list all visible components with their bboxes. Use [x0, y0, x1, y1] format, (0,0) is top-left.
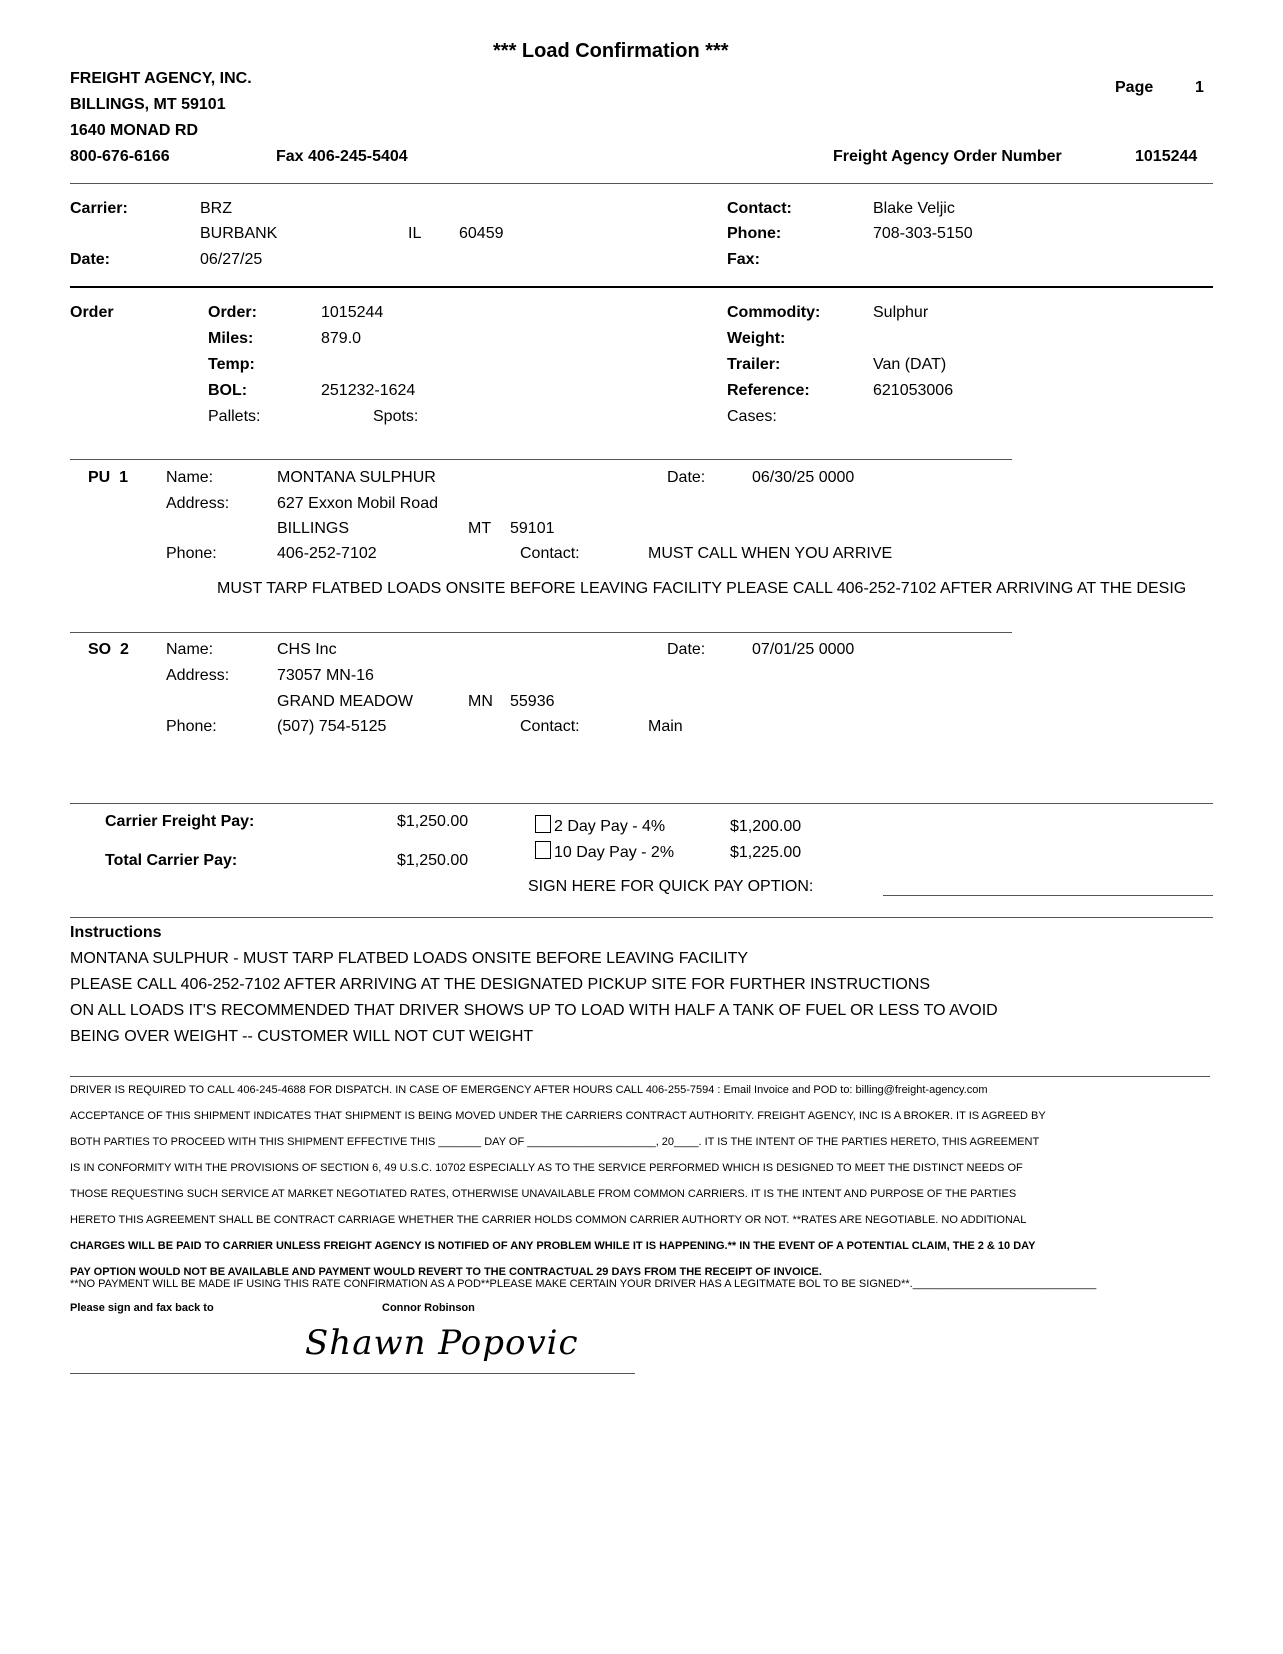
quick-pay-10-day-amount: $1,225.00 [730, 844, 802, 861]
carrier-label: Carrier: [70, 200, 128, 217]
stop-city: GRAND MEADOW [277, 693, 413, 710]
cases-label: Cases: [727, 408, 777, 425]
total-carrier-pay-value: $1,250.00 [397, 852, 469, 869]
quick-pay-10-day-label: 10 Day Pay - 2% [554, 844, 675, 861]
stop-date: 07/01/25 0000 [752, 641, 855, 658]
stop-address-label: Address: [166, 667, 230, 684]
carrier-date-label: Date: [70, 251, 111, 268]
miles-label: Miles: [208, 330, 254, 347]
pallets-label: Pallets: [208, 408, 261, 425]
bol-label: BOL: [208, 382, 248, 399]
terms-line: IS IN CONFORMITY WITH THE PROVISIONS OF SECTION 6, 49 U.S.C. 10702 ESPECIALLY AS TO THE SERVICE PERFORMED WHICH IS DESIGNED TO MEET THE DISTINCT NEEDS OF [70, 1162, 1023, 1174]
page-title: *** Load Confirmation *** [493, 40, 729, 62]
stop-contact: Main [648, 718, 683, 735]
terms-line: BOTH PARTIES TO PROCEED WITH THIS SHIPMENT EFFECTIVE THIS _______ DAY OF _____________________, 20____. IT IS THE INTENT OF THE PARTIES HERETO, THIS AGREEMENT [70, 1136, 1040, 1148]
stop-zip: 55936 [510, 693, 555, 710]
carrier-state: IL [408, 225, 422, 242]
stop-date: 06/30/25 0000 [752, 469, 855, 486]
signature-line[interactable] [70, 1373, 635, 1374]
stop-address: 627 Exxon Mobil Road [277, 495, 438, 512]
phone-value: 708-303-5150 [873, 225, 973, 242]
reference-value: 621053006 [873, 382, 954, 399]
stop-name-label: Name: [166, 641, 214, 658]
pod-warning-line: **NO PAYMENT WILL BE MADE IF USING THIS RATE CONFIRMATION AS A POD**PLEASE MAKE CERTAIN YOUR DRIVER HAS A LEGITMATE BOL TO BE SIGNED**.______________________________ [70, 1278, 1097, 1290]
trailer-value: Van (DAT) [873, 356, 947, 373]
carrier-date: 06/27/25 [200, 251, 263, 268]
stop-phone-label: Phone: [166, 718, 217, 735]
divider [70, 1076, 1210, 1077]
stop-phone-label: Phone: [166, 545, 217, 562]
carrier-freight-pay-value: $1,250.00 [397, 813, 469, 830]
carrier-freight-pay-label: Carrier Freight Pay: [105, 813, 255, 830]
temp-label: Temp: [208, 356, 255, 373]
page-number: 1 [1195, 79, 1204, 96]
stop-date-label: Date: [667, 641, 706, 658]
terms-line: HERETO THIS AGREEMENT SHALL BE CONTRACT CARRIAGE WHETHER THE CARRIER HOLDS COMMON CARRIER AUTHORTY OR NOT. **RATES ARE NEGOTIABLE. NO ADDITIONAL [70, 1214, 1027, 1226]
page-label: Page [1115, 79, 1154, 96]
terms-line-bold: PAY OPTION WOULD NOT BE AVAILABLE AND PAYMENT WOULD REVERT TO THE CONTRACTUAL 29 DAYS FROM THE RECEIPT OF INVOICE. [70, 1266, 822, 1278]
instruction-line: BEING OVER WEIGHT -- CUSTOMER WILL NOT CUT WEIGHT [70, 1028, 534, 1045]
quick-pay-signature-line[interactable] [883, 895, 1213, 896]
spots-label: Spots: [373, 408, 419, 425]
commodity-value: Sulphur [873, 304, 929, 321]
quick-pay-10-day-checkbox[interactable] [535, 841, 551, 859]
sign-fax-label: Please sign and fax back to [70, 1302, 214, 1314]
carrier-name: BRZ [200, 200, 232, 217]
quick-pay-2-day-checkbox[interactable] [535, 815, 551, 833]
total-carrier-pay-label: Total Carrier Pay: [105, 852, 238, 869]
divider [70, 803, 1213, 804]
fax-label: Fax: [727, 251, 760, 268]
weight-label: Weight: [727, 330, 786, 347]
quick-pay-2-day-amount: $1,200.00 [730, 818, 802, 835]
commodity-label: Commodity: [727, 304, 821, 321]
stop-name: CHS Inc [277, 641, 337, 658]
terms-line: THOSE REQUESTING SUCH SERVICE AT MARKET NEGOTIATED RATES, OTHERWISE UNAVAILABLE FROM COMMON CARRIERS. IT IS THE INTENT AND PURPOSE OF THE PARTIES [70, 1188, 1017, 1200]
carrier-city: BURBANK [200, 225, 278, 242]
instruction-line: MONTANA SULPHUR - MUST TARP FLATBED LOADS ONSITE BEFORE LEAVING FACILITY [70, 950, 749, 967]
trailer-label: Trailer: [727, 356, 781, 373]
divider [70, 917, 1213, 918]
divider [70, 183, 1213, 184]
stop-code: SO 2 [88, 641, 129, 658]
order-label: Order: [208, 304, 257, 321]
quick-pay-sign-label: SIGN HERE FOR QUICK PAY OPTION: [528, 878, 814, 895]
quick-pay-2-day-label: 2 Day Pay - 4% [554, 818, 666, 835]
company-city: BILLINGS, MT 59101 [70, 96, 226, 113]
stop-name: MONTANA SULPHUR [277, 469, 436, 486]
sign-fax-name: Connor Robinson [382, 1302, 475, 1314]
carrier-zip: 60459 [459, 225, 504, 242]
miles-value: 879.0 [321, 330, 362, 347]
divider [70, 459, 1012, 460]
stop-zip: 59101 [510, 520, 555, 537]
terms-line-bold: CHARGES WILL BE PAID TO CARRIER UNLESS FREIGHT AGENCY IS NOTIFIED OF ANY PROBLEM WHILE IT IS HAPPENING.** IN THE EVENT OF A POTENTIAL CLAIM, THE 2 & 10 DAY [70, 1240, 1036, 1252]
signature: Shawn Popovic [305, 1323, 579, 1363]
order-number-label: Freight Agency Order Number [833, 148, 1062, 165]
order-section-label: Order [70, 304, 114, 321]
divider [70, 632, 1012, 633]
contact-label: Contact: [727, 200, 792, 217]
divider [70, 286, 1213, 288]
stop-name-label: Name: [166, 469, 214, 486]
stop-address-label: Address: [166, 495, 230, 512]
company-name: FREIGHT AGENCY, INC. [70, 70, 252, 87]
stop-contact-label: Contact: [520, 718, 580, 735]
contact-value: Blake Veljic [873, 200, 955, 217]
terms-line: DRIVER IS REQUIRED TO CALL 406-245-4688 FOR DISPATCH. IN CASE OF EMERGENCY AFTER HOURS CALL 406-255-7594 : Email Invoice and POD to: billing@freight-agency.com [70, 1084, 988, 1096]
stop-city: BILLINGS [277, 520, 350, 537]
stop-contact: MUST CALL WHEN YOU ARRIVE [648, 545, 893, 562]
company-street: 1640 MONAD RD [70, 122, 199, 139]
stop-address: 73057 MN-16 [277, 667, 374, 684]
stop-note: MUST TARP FLATBED LOADS ONSITE BEFORE LEAVING FACILITY PLEASE CALL 406-252-7102 AFTER ARRIVING AT THE DESIG [217, 580, 1187, 597]
stop-state: MN [468, 693, 493, 710]
stop-state: MT [468, 520, 492, 537]
reference-label: Reference: [727, 382, 810, 399]
instructions-heading: Instructions [70, 924, 162, 941]
bol-value: 251232-1624 [321, 382, 416, 399]
stop-contact-label: Contact: [520, 545, 580, 562]
company-fax: Fax 406-245-5404 [276, 148, 408, 165]
instruction-line: PLEASE CALL 406-252-7102 AFTER ARRIVING AT THE DESIGNATED PICKUP SITE FOR FURTHER INSTRUCTIONS [70, 976, 931, 993]
stop-phone: 406-252-7102 [277, 545, 377, 562]
order-number-value: 1015244 [1135, 148, 1198, 165]
order-value: 1015244 [321, 304, 384, 321]
instruction-line: ON ALL LOADS IT'S RECOMMENDED THAT DRIVER SHOWS UP TO LOAD WITH HALF A TANK OF FUEL OR LESS TO AVOID [70, 1002, 998, 1019]
stop-code: PU 1 [88, 469, 129, 486]
stop-phone: (507) 754-5125 [277, 718, 387, 735]
terms-line: ACCEPTANCE OF THIS SHIPMENT INDICATES THAT SHIPMENT IS BEING MOVED UNDER THE CARRIERS CONTRACT AUTHORITY. FREIGHT AGENCY, INC IS A BROKER. IT IS AGREED BY [70, 1110, 1046, 1122]
company-phone: 800-676-6166 [70, 148, 170, 165]
stop-date-label: Date: [667, 469, 706, 486]
phone-label: Phone: [727, 225, 782, 242]
